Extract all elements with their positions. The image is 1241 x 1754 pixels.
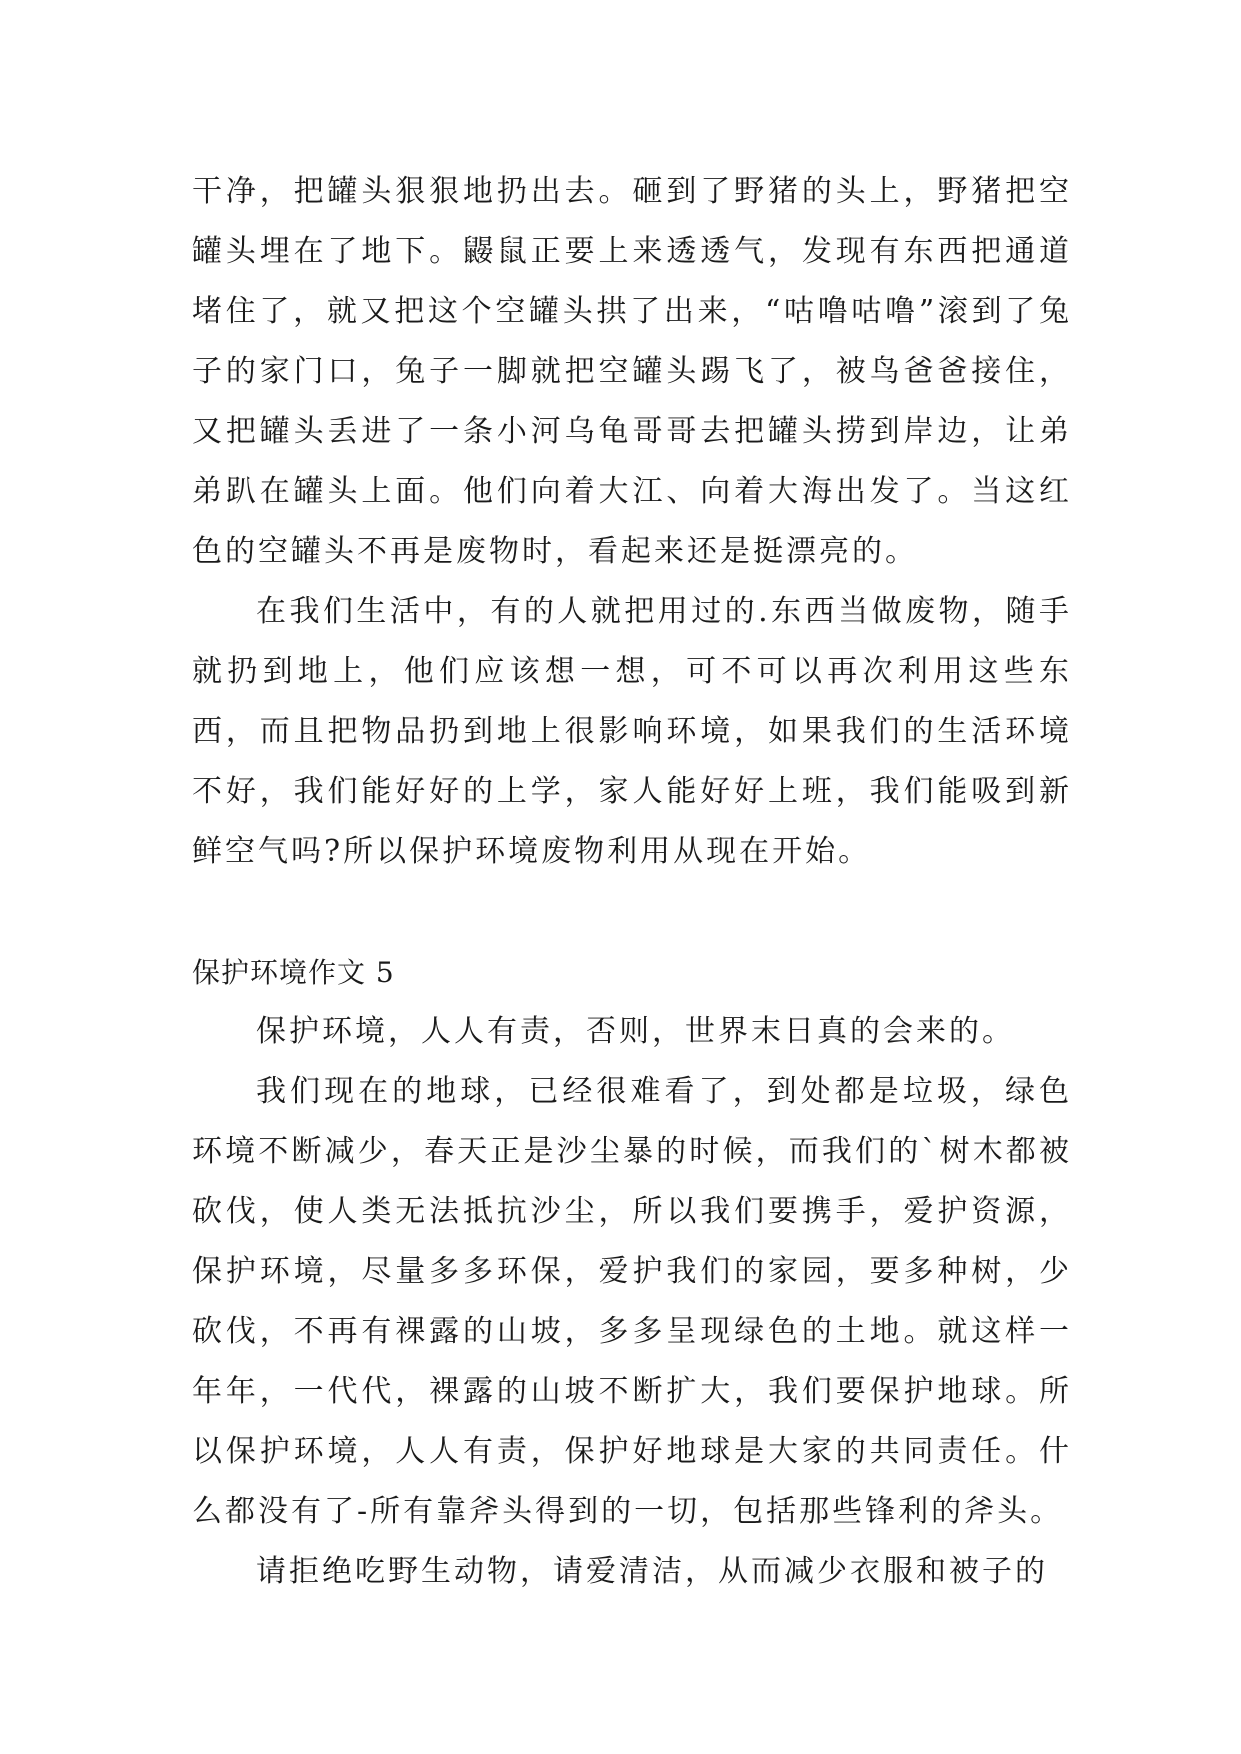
paragraph: 在我们生活中，有的人就把用过的.东西当做废物，随手就扔到地上，他们应该想一想，可不可以再次利用这些东西，而且把物品扔到地上很影响环境，如果我们的生活环境不好，我们能好好的上学，家人能好好上班，我们能吸到新鲜空气吗?所以保护环境废物利用从现在开始。 <box>192 594 1072 869</box>
paragraph-continued: 干净，把罐头狠狠地扔出去。砸到了野猪的头上，野猪把空罐头埋在了地下。鼹鼠正要上来透透气，发现有东西把通道堵住了，就又把这个空罐头拱了出来，“咕噜咕噜”滚到了兔子的家门口，兔子一脚就把空罐头踢飞了，被鸟爸爸接住，又把罐头丢进了一条小河乌龟哥哥去把罐头捞到岸边，让弟弟趴在罐头上面。他们向着大江、向着大海出发了。当这红色的空罐头不再是废物时，看起来还是挺漂亮的。 <box>192 174 1072 569</box>
paragraph: 我们现在的地球，已经很难看了，到处都是垃圾，绿色环境不断减少，春天正是沙尘暴的时候，而我们的`树木都被砍伐，使人类无法抵抗沙尘，所以我们要携手，爱护资源，保护环境，尽量多多环保，爱护我们的家园，要多种树，少砍伐，不再有裸露的山坡，多多呈现绿色的土地。就这样一年年，一代代，裸露的山坡不断扩大，我们要保护地球。所以保护环境，人人有责，保护好地球是大家的共同责任。什么都没有了-所有靠斧头得到的一切，包括那些锋利的斧头。 <box>192 1074 1072 1529</box>
document-body <box>192 162 1072 1602</box>
section-spacer <box>192 882 1072 944</box>
paragraph: 保护环境，人人有责，否则，世界末日真的会来的。 <box>256 1014 1015 1049</box>
paragraph: 请拒绝吃野生动物，请爱清洁，从而减少衣服和被子的 <box>256 1554 1048 1589</box>
section-title: 保护环境作文 5 <box>192 956 395 989</box>
